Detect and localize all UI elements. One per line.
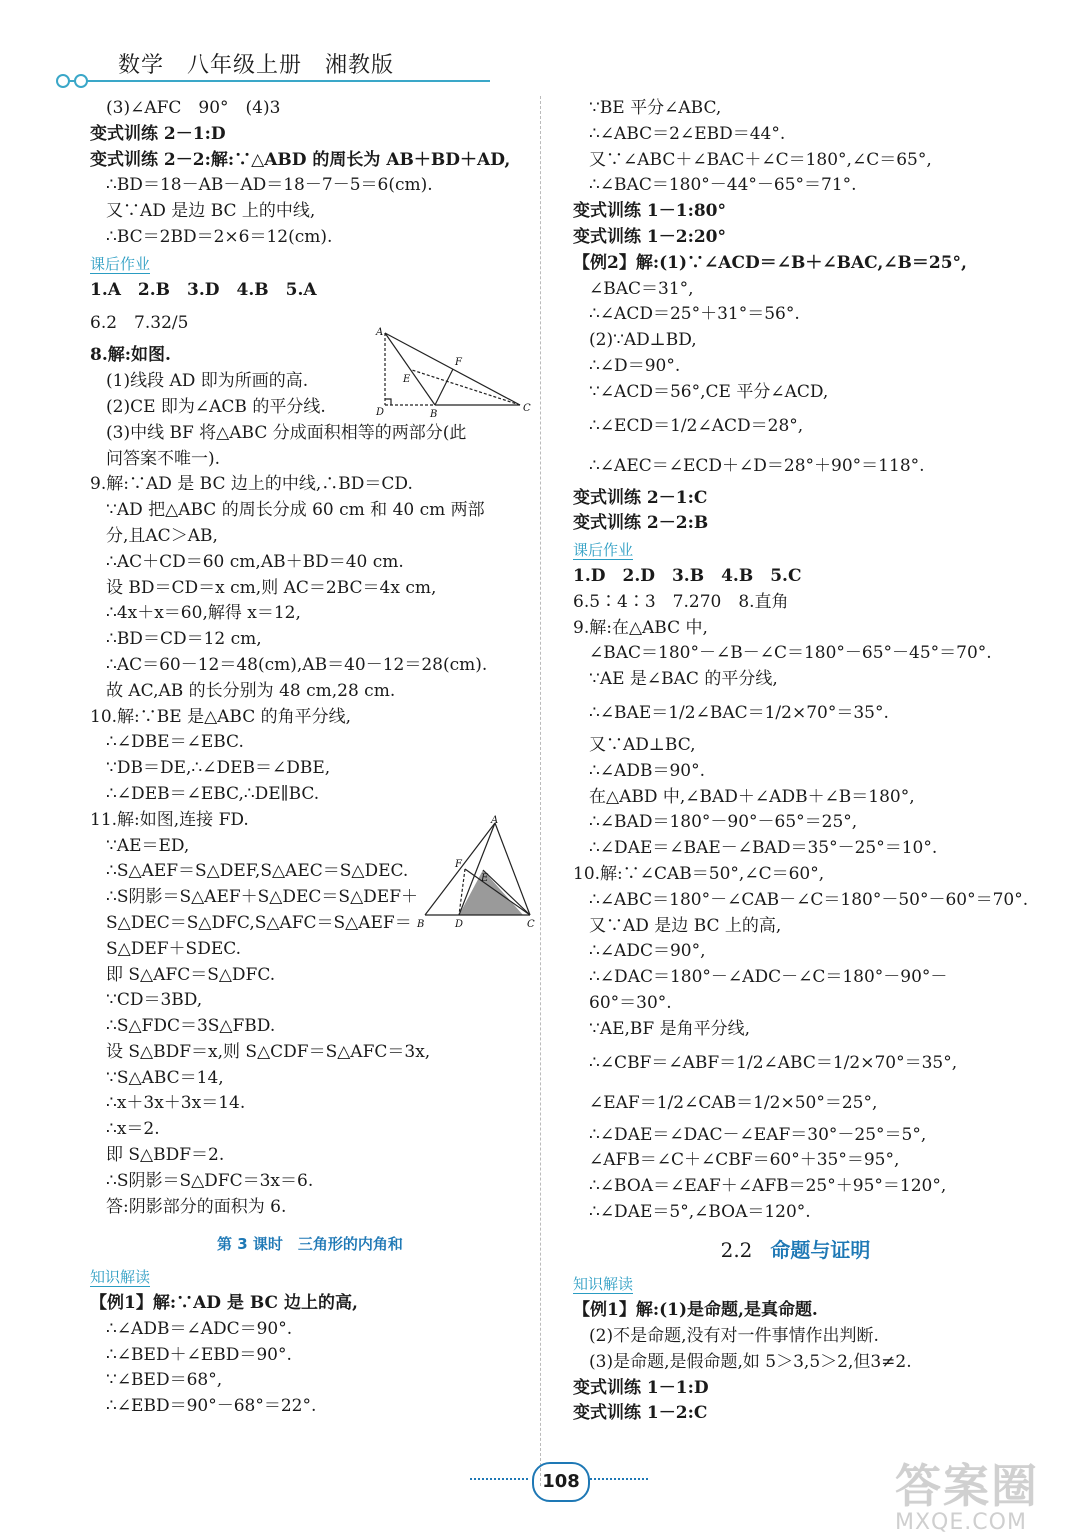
text-line: 【例1】解:∵AD 是 BC 边上的高, [90, 1293, 358, 1314]
text-line: 设 S△BDF＝x,则 S△CDF＝S△AFC＝3x, [106, 1041, 431, 1062]
text-line: ∴∠ACD＝25°＋31°＝56°. [589, 304, 800, 325]
text-line: ∴∠ECD＝1/2∠ACD＝28°, [589, 415, 804, 436]
text-line: ∵AD 把△ABC 的周长分成 60 cm 和 40 cm 两部 [106, 500, 485, 521]
text-line: S△DEF＋SDEC. [106, 938, 242, 959]
watermark-url: MXQE.COM [895, 1510, 1027, 1535]
lesson-heading: 第 3 课时 三角形的内角和 [217, 1235, 403, 1254]
text-line: 即 S△BDF＝2. [106, 1145, 225, 1166]
text-line: ∴∠BAD＝180°－90°－65°＝25°, [589, 812, 858, 833]
header-rule [60, 80, 490, 82]
text-line: ∴∠BOA＝∠EAF＋∠AFB＝25°＋95°＝120°, [589, 1176, 947, 1197]
text-line: ∴∠D＝90°. [589, 355, 681, 376]
text-line: ∴∠AEC＝∠ECD＋∠D＝28°＋90°＝118°. [589, 455, 925, 476]
section-tag: 知识解读 [90, 1268, 151, 1287]
left-column [90, 96, 530, 1420]
text-line: (2)CE 即为∠ACB 的平分线. [106, 396, 326, 417]
text-line: ∴∠CBF＝∠ABF＝1/2∠ABC＝1/2×70°＝35°, [589, 1052, 958, 1073]
text-line: ∴AC＋CD＝60 cm,AB＋BD＝40 cm. [106, 551, 404, 572]
page-header [0, 0, 1075, 100]
section-title: 命题与证明 [770, 1237, 871, 1262]
fig1-label: A [376, 327, 384, 338]
text-line: ∴∠DAE＝5°,∠BOA＝120°. [589, 1201, 811, 1222]
column-divider [540, 96, 542, 1486]
text-line: ∴∠BED＋∠EBD＝90°. [106, 1344, 292, 1365]
text-line: ∠BAC＝31°, [589, 278, 694, 299]
text-line: 变式训练 1－1:80° [573, 201, 727, 222]
text-line: (2)不是命题,没有对一件事情作出判断. [589, 1326, 879, 1347]
fig1-segment-ab [385, 333, 435, 405]
text-line: 10.解:∵∠CAB＝50°,∠C＝60°, [573, 863, 825, 884]
section-tag-row [90, 1264, 530, 1291]
fig1-label: B [430, 409, 438, 420]
text-line: ∵AE 是∠BAC 的平分线, [589, 669, 778, 690]
section-tag-row [573, 537, 1018, 564]
text-line: 变式训练 1－2:20° [573, 226, 727, 247]
watermark-logo [895, 1450, 1065, 1535]
text-line: ∵AE＝ED, [106, 835, 190, 856]
text-line: ∴∠ADB＝∠ADC＝90°. [106, 1318, 293, 1339]
text-line: ∠EAF＝1/2∠CAB＝1/2×50°＝25°, [589, 1092, 878, 1113]
text-line: 8.解:如图. [90, 345, 171, 366]
text-line: ∴∠DAC＝180°－∠ADC－∠C＝180°－90°－ [589, 967, 948, 988]
text-line: 【例1】解:(1)是命题,是真命题. [573, 1300, 818, 1321]
fig2-label: E [481, 873, 489, 884]
text-line: (3)∠AFC 90° (4)3 [106, 98, 281, 118]
section-tag: 课后作业 [90, 254, 151, 273]
text-line: 变式训练 2－2:解:∵△ABD 的周长为 AB＋BD＋AD, [90, 149, 511, 170]
text-line: (1)线段 AD 即为所画的高. [106, 371, 309, 392]
fig1-right-angle-mark [385, 399, 391, 405]
text-line: ∵CD＝3BD, [106, 990, 203, 1011]
figure-triangle-altitude [370, 325, 540, 420]
text-line: ∴AC＝60－12＝48(cm),AB＝40－12＝28(cm). [106, 654, 488, 675]
text-line: 设 BD＝CD＝x cm,则 AC＝2BC＝4x cm, [106, 577, 437, 598]
text-line: 故 AC,AB 的长分别为 48 cm,28 cm. [106, 680, 396, 701]
text-line: 问答案不唯一). [106, 448, 221, 469]
text-line: ∴∠EBD＝90°－68°＝22°. [106, 1396, 317, 1417]
page-footer [470, 1460, 670, 1500]
header-dot-icon [56, 74, 70, 88]
figure-triangle-shaded [415, 815, 540, 930]
text-line: 6.2 7.32/5 [90, 313, 189, 334]
text-line: 答:阴影部分的面积为 6. [106, 1196, 287, 1217]
text-line: ∴S阴影＝S△AEF＋S△DEC＝S△DEF＋ [106, 887, 418, 908]
text-line: ∴∠DAE＝∠BAE－∠BAD＝35°－25°＝10°. [589, 838, 938, 859]
fig1-label: C [523, 403, 531, 414]
text-line: ∴∠DEB＝∠EBC,∴DE∥BC. [106, 783, 320, 804]
text-line: 60°＝30°. [589, 992, 672, 1013]
fig2-label: F [455, 859, 462, 870]
text-line: 又∵∠ABC＋∠BAC＋∠C＝180°,∠C＝65°, [589, 149, 932, 170]
text-line: ∴S阴影＝S△DFC＝3x＝6. [106, 1170, 314, 1191]
text-line: 9.解:∵AD 是 BC 边上的中线,∴BD＝CD. [90, 474, 413, 495]
text-line: ∵BE 平分∠ABC, [589, 98, 722, 118]
right-column [573, 96, 1029, 1427]
fig2-label: D [455, 919, 464, 930]
text-line: ∴∠BAC＝180°－44°－65°＝71°. [589, 175, 857, 196]
text-line: ∴BD＝CD＝12 cm, [106, 629, 262, 650]
section-tag: 知识解读 [573, 1275, 634, 1294]
fig1-median-bf [435, 369, 453, 405]
text-line: (3)中线 BF 将△ABC 分成面积相等的两部分(此 [106, 422, 467, 443]
text-line: 6.5∶4∶3 7.270 8.直角 [573, 591, 789, 612]
fig2-shaded-region [459, 870, 523, 915]
section-tag-row [573, 1271, 1018, 1298]
text-line: 9.解:在△ABC 中, [573, 617, 708, 638]
watermark-text: 答案圈 [895, 1459, 1039, 1513]
text-line: ∠AFB＝∠C＋∠CBF＝60°＋35°＝95°, [589, 1150, 900, 1171]
footer-dots-left [470, 1478, 528, 1480]
text-line: 又∵AD 是边 BC 上的高, [589, 915, 782, 936]
section-heading [573, 1238, 1018, 1264]
text-line: ∴S△FDC＝3S△FBD. [106, 1016, 276, 1037]
section-tag-row [90, 251, 530, 278]
text-line: (3)是命题,是假命题,如 5＞3,5＞2,但3≠2. [589, 1351, 912, 1372]
section-tag: 课后作业 [573, 541, 634, 560]
text-line: ∴x＋3x＋3x＝14. [106, 1093, 246, 1114]
text-line: (2)∵AD⊥BD, [589, 330, 697, 351]
text-line: ∴∠ABC＝2∠EBD＝44°. [589, 123, 786, 144]
fig2-label: B [417, 919, 425, 930]
text-line: ∵S△ABC＝14, [106, 1067, 224, 1088]
text-line: 即 S△AFC＝S△DFC. [106, 964, 276, 985]
text-line: ∴∠DAE＝∠DAC－∠EAF＝30°－25°＝5°, [589, 1124, 927, 1145]
header-dot-icon [74, 74, 88, 88]
text-line: ∴∠DBE＝∠EBC. [106, 732, 244, 753]
text-line: ∵AE,BF 是角平分线, [589, 1018, 751, 1039]
text-line: 变式训练 2－1:D [90, 123, 226, 144]
text-line: ∴∠ABC＝180°－∠CAB－∠C＝180°－50°－60°＝70°. [589, 889, 1029, 910]
fig1-label: F [455, 357, 462, 368]
text-line: ∴∠ADB＝90°. [589, 760, 705, 781]
text-line: 变式训练 1－2:C [573, 1403, 708, 1424]
text-line: 在△ABD 中,∠BAD＋∠ADB＋∠B＝180°, [589, 786, 915, 807]
text-line: ∠BAC＝180°－∠B－∠C＝180°－65°－45°＝70°. [589, 643, 992, 664]
text-line: ∴4x＋x＝60,解得 x＝12, [106, 603, 301, 624]
text-line: 又∵AD⊥BC, [589, 734, 696, 755]
text-line: ∴x＝2. [106, 1119, 160, 1140]
text-line: 【例2】解:(1)∵∠ACD＝∠B＋∠BAC,∠B＝25°, [573, 252, 967, 273]
text-line: S△DEC＝S△DFC,S△AFC＝S△AEF＝ [106, 912, 412, 933]
text-line: ∴BC＝2BD＝2×6＝12(cm). [106, 226, 333, 247]
fig1-label: D [376, 407, 385, 418]
text-line: ∵∠BED＝68°, [106, 1370, 223, 1391]
text-line: 分,且AC＞AB, [106, 525, 218, 546]
page-number: 108 [532, 1462, 590, 1502]
text-line: 10.解:∵BE 是△ABC 的角平分线, [90, 706, 352, 727]
text-line: 变式训练 1－1:D [573, 1377, 709, 1398]
text-line: 1.A 2.B 3.D 4.B 5.A [90, 279, 317, 300]
text-line: ∴∠ADC＝90°, [589, 941, 706, 962]
text-line: 变式训练 2－1:C [573, 487, 708, 508]
text-line: 又∵AD 是边 BC 上的中线, [106, 201, 316, 222]
header-title: 数学 八年级上册 湘教版 [118, 53, 395, 78]
fig2-label: C [527, 919, 535, 930]
fig1-label: E [403, 374, 411, 385]
section-number: 2.2 [720, 1237, 753, 1262]
text-line: ∴S△AEF＝S△DEF,S△AEC＝S△DEC. [106, 861, 409, 882]
text-line: ∵∠ACD＝56°,CE 平分∠ACD, [589, 381, 829, 402]
text-line: 1.D 2.D 3.B 4.B 5.C [573, 565, 802, 586]
text-line: 变式训练 2－2:B [573, 513, 709, 534]
text-line: ∵DB＝DE,∴∠DEB＝∠DBE, [106, 758, 331, 779]
fig2-label: A [491, 815, 499, 826]
text-line: ∴∠BAE＝1/2∠BAC＝1/2×70°＝35°. [589, 702, 889, 723]
footer-dots-right [590, 1478, 648, 1480]
text-line: ∴BD＝18－AB－AD＝18－7－5＝6(cm). [106, 175, 433, 196]
fig1-bisector-ce [412, 370, 520, 405]
text-line: 11.解:如图,连接 FD. [90, 809, 249, 830]
